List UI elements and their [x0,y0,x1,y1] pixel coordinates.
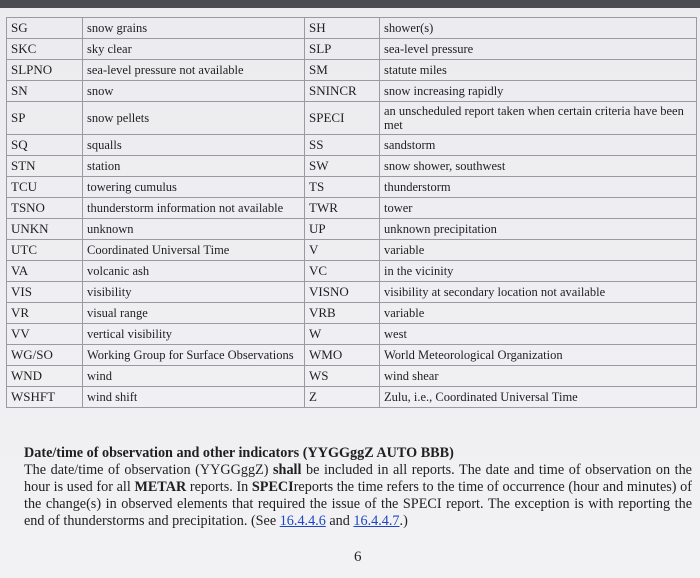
table-row [7,261,697,282]
table-row [7,366,697,387]
abbr-code: SLP [305,39,380,60]
abbr-meaning: statute miles [380,60,697,81]
abbr-meaning: station [83,156,305,177]
section-text-3: reports. In [186,479,252,495]
abbr-code: SQ [7,135,83,156]
abbr-meaning: west [380,324,697,345]
abbr-code: VV [7,324,83,345]
table-row [7,135,697,156]
table-row [7,60,697,81]
abbr-meaning: Coordinated Universal Time [83,240,305,261]
abbr-code: SNINCR [305,81,380,102]
table-row [7,81,697,102]
abbr-meaning: unknown precipitation [380,219,697,240]
abbr-code: SS [305,135,380,156]
abbr-meaning: wind shift [83,387,305,408]
abbr-code: V [305,240,380,261]
section-title: Date/time of observation and other indicators (YYGGggZ AUTO BBB) [24,445,454,461]
abbr-code: SLPNO [7,60,83,81]
abbr-meaning: snow pellets [83,102,305,135]
table-row [7,303,697,324]
abbr-code: UTC [7,240,83,261]
abbr-code: SM [305,60,380,81]
abbr-code: VRB [305,303,380,324]
table-row [7,345,697,366]
abbr-meaning: in the vicinity [380,261,697,282]
abbr-meaning: wind [83,366,305,387]
table-row [7,240,697,261]
abbr-meaning: Zulu, i.e., Coordinated Universal Time [380,387,697,408]
table-row [7,18,697,39]
table-row [7,387,697,408]
abbr-code: SKC [7,39,83,60]
abbr-code: WND [7,366,83,387]
abbr-code: SW [305,156,380,177]
abbr-code: STN [7,156,83,177]
abbr-meaning: visibility [83,282,305,303]
table-row [7,39,697,60]
page-number: 6 [354,549,362,565]
abbr-code: UNKN [7,219,83,240]
table-row [7,177,697,198]
abbr-meaning: sky clear [83,39,305,60]
abbr-meaning: an unscheduled report taken when certain criteria have been met [380,102,697,135]
table-row [7,282,697,303]
abbr-meaning: squalls [83,135,305,156]
abbr-code: VR [7,303,83,324]
link-16-4-4-6[interactable]: 16.4.4.6 [279,513,326,529]
abbr-code: SH [305,18,380,39]
abbr-code: VISNO [305,282,380,303]
abbr-code: W [305,324,380,345]
abbr-code: TS [305,177,380,198]
abbr-meaning: shower(s) [380,18,697,39]
table-row [7,198,697,219]
abbr-code: WMO [305,345,380,366]
abbr-meaning: tower [380,198,697,219]
section-text-4: reports the time refers to the time of occurrence (hour and minutes) of the change(s) in observed elements that required the issue of the SPECI report. The exception is with reporting the end of thunderstorms and precipitation. (See [24,479,692,529]
abbr-code: WS [305,366,380,387]
abbr-meaning: towering cumulus [83,177,305,198]
table-row [7,324,697,345]
link-16-4-4-7[interactable]: 16.4.4.7 [353,513,400,529]
abbr-meaning: thunderstorm [380,177,697,198]
abbr-meaning: snow shower, southwest [380,156,697,177]
abbr-meaning: sea-level pressure not available [83,60,305,81]
abbr-meaning: visibility at secondary location not available [380,282,697,303]
abbr-code: SN [7,81,83,102]
table-row [7,102,697,135]
section-text-1: The date/time of observation (YYGGggZ) [24,462,274,478]
section-text-speci: SPECI [251,479,294,495]
abbr-code: WG/SO [7,345,83,366]
abbr-code: VC [305,261,380,282]
abbr-code: Z [305,387,380,408]
abbr-code: UP [305,219,380,240]
abbr-code: TSNO [7,198,83,219]
section-text-2: be included in all reports. The date and time of observation on the hour is used for all [24,462,692,495]
abbr-code: SG [7,18,83,39]
section-text-metar: METAR [134,479,187,495]
abbr-meaning: wind shear [380,366,697,387]
abbr-meaning: vertical visibility [83,324,305,345]
abbr-code: TWR [305,198,380,219]
abbr-code: VIS [7,282,83,303]
section-text-shall: shall [273,462,302,478]
abbr-code: SPECI [305,102,380,135]
section-text-and: and [325,513,354,529]
abbr-meaning: snow increasing rapidly [380,81,697,102]
abbr-meaning: visual range [83,303,305,324]
abbr-meaning: sea-level pressure [380,39,697,60]
abbreviation-table [6,17,697,408]
table-row [7,156,697,177]
abbr-meaning: snow [83,81,305,102]
abbr-meaning: Working Group for Surface Observations [83,345,305,366]
abbr-meaning: unknown [83,219,305,240]
abbr-meaning: volcanic ash [83,261,305,282]
abbr-code: SP [7,102,83,135]
abbr-meaning: snow grains [83,18,305,39]
abbr-meaning: variable [380,240,697,261]
abbr-meaning: World Meteorological Organization [380,345,697,366]
abbr-meaning: sandstorm [380,135,697,156]
section-datetime [24,445,692,530]
section-text-end: .) [399,513,408,529]
abbr-code: TCU [7,177,83,198]
abbr-code: WSHFT [7,387,83,408]
abbr-code: VA [7,261,83,282]
abbr-meaning: thunderstorm information not available [83,198,305,219]
abbr-meaning: variable [380,303,697,324]
table-row [7,219,697,240]
